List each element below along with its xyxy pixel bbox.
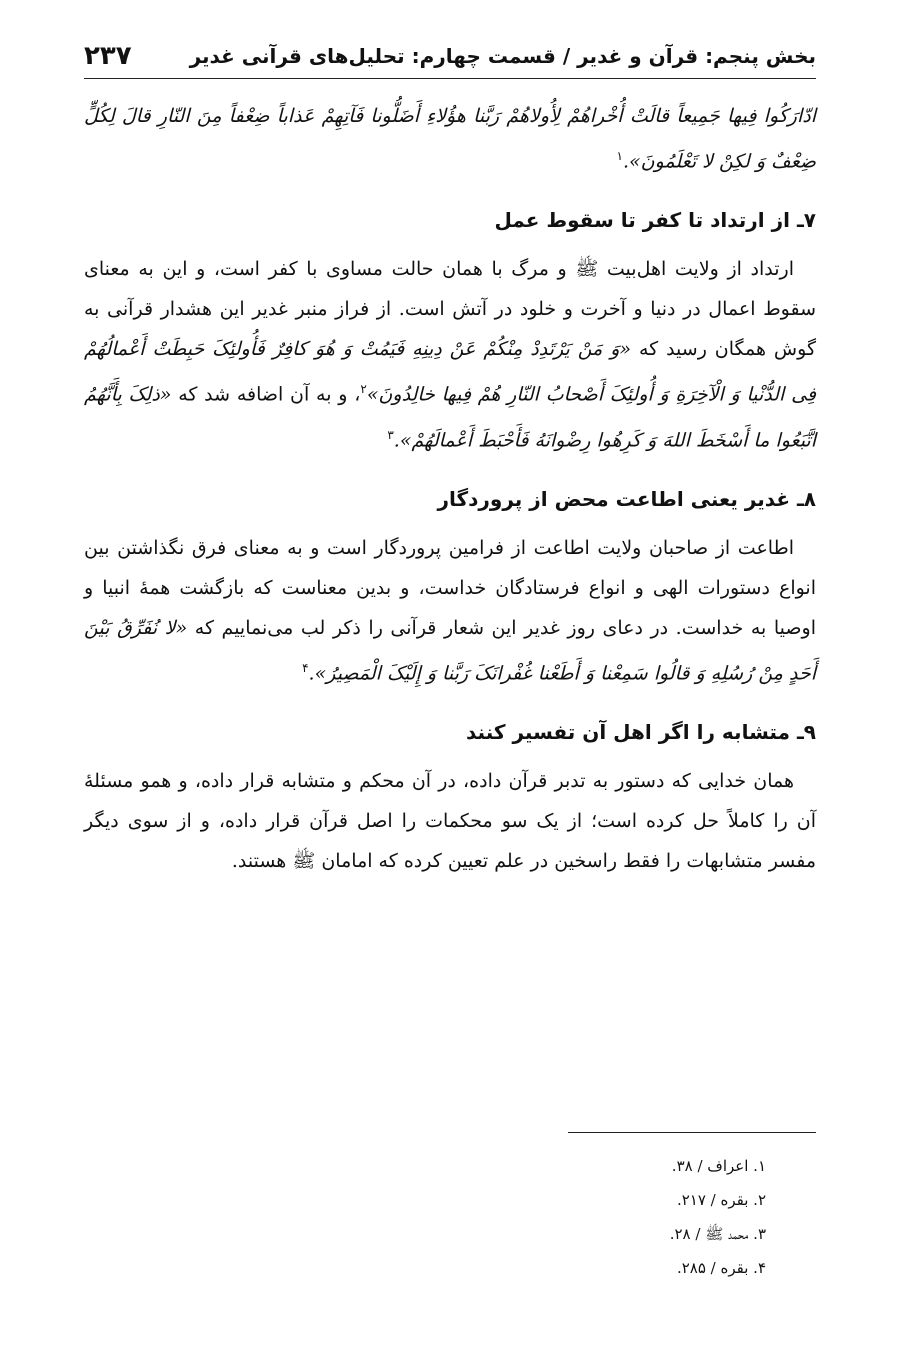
section-7-verse-2: «ذلِکَ بِأَنَّهُمُ اتَّبَعُوا ما أَسْخَطَ اللهَ وَ کَرِهُوا رِضْوانَهُ فَأَحْبَطَ أَعْمالَهُمْ». bbox=[84, 383, 816, 451]
footnote-2: ۲. بقره / ۲۱۷. bbox=[676, 1191, 766, 1209]
page-number: ۲۳۷ bbox=[84, 41, 132, 71]
main-content bbox=[84, 96, 816, 881]
footnote-ref-2: ۲ bbox=[360, 382, 367, 397]
footnotes bbox=[84, 1132, 816, 1285]
intro-verse: ادّارَکُوا فِیها جَمِیعاً قالَتْ أُخْراهُمْ لِأُولاهُمْ رَبَّنا هؤُلاءِ أَضَلُّونا فَآتِهِمْ عَذاباً ضِعْفاً مِنَ النّارِ قالَ لِکُلٍّ ضِعْفٌ وَ لکِنْ لا تَعْلَمُونَ». bbox=[84, 105, 816, 173]
footnote-ref-1: ۱ bbox=[616, 149, 623, 163]
header-title: بخش پنجم: قرآن و غدیر / قسمت چهارم: تحلیل‌های قرآنی غدیر bbox=[189, 44, 816, 68]
footnote-3: ۳. محمد ﷺ / ۲۸. bbox=[669, 1225, 766, 1243]
intro-paragraph bbox=[84, 96, 816, 181]
section-7-heading: ۷ـ از ارتداد تا کفر تا سقوط عمل bbox=[494, 208, 816, 233]
footnote-4: ۴. بقره / ۲۸۵. bbox=[676, 1259, 766, 1277]
section-7-paragraph bbox=[84, 249, 816, 460]
footnote-ref-3: ۳ bbox=[387, 427, 394, 442]
footnote-1: ۱. اعراف / ۳۸. bbox=[671, 1157, 766, 1175]
section-9-heading: ۹ـ متشابه را اگر اهل آن تفسیر کنند bbox=[465, 720, 816, 745]
running-header bbox=[84, 34, 816, 79]
section-9-paragraph bbox=[84, 761, 816, 881]
footnote-ref-4: ۴ bbox=[302, 660, 309, 675]
section-7-text: ارتداد از ولایت اهل‌بیت ﷺ و مرگ با همان حالت مساوی با کفر است، و این به معنای سقوط اعمال در دنیا و آخرت و خلود در آتش است. از فراز منبر غدیر این هشدار قرآنی به گوش همگان رسید که bbox=[84, 258, 816, 361]
section-8-paragraph bbox=[84, 528, 816, 693]
section-8-verse: «لا نُفَرِّقُ بَیْنَ أَحَدٍ مِنْ رُسُلِهِ وَ قالُوا سَمِعْنا وَ أَطَعْنا غُفْرانَکَ رَبَّنا وَ إِلَیْکَ الْمَصِیرُ». bbox=[84, 616, 816, 685]
footnote-divider bbox=[568, 1132, 816, 1133]
section-9-text: همان خدایی که دستور به تدبر قرآن داده، در آن محکم و متشابه قرار داده، و همو مسئلهٔ آن را کاملاً حل کرده است؛ از یک سو محکمات را اصل قرآن قرار داده، و از سوی دیگر مفسر متشابهات را فقط راسخین در علم تعیین کرده که امامان ﷺ هستند. bbox=[84, 770, 816, 873]
section-7-mid: ، و به آن اضافه شد که bbox=[178, 383, 361, 406]
section-8-heading: ۸ـ غدیر یعنی اطاعت محض از پروردگار bbox=[437, 486, 816, 511]
section-8-text: اطاعت از صاحبان ولایت اطاعت از فرامین پروردگار است و به معنای فرق نگذاشتن بین انواع دستورات الهی و انواع فرستادگان خداست، و بدین معناست که بازگشت همهٔ انبیا و اوصیا به خداست. در دعای روز غدیر این شعار قرآنی را ذکر لب می‌نماییم که bbox=[84, 536, 817, 639]
section-7-verse-1: «وَ مَنْ یَرْتَدِدْ مِنْکُمْ عَنْ دِینِهِ فَیَمُتْ وَ هُوَ کافِرٌ فَأُولئِکَ حَبِطَتْ أَعْمالُهُمْ فِی الدُّنْیا وَ الْآخِرَةِ وَ أُولئِکَ أَصْحابُ النّارِ هُمْ فِیها خالِدُونَ» bbox=[84, 338, 816, 406]
